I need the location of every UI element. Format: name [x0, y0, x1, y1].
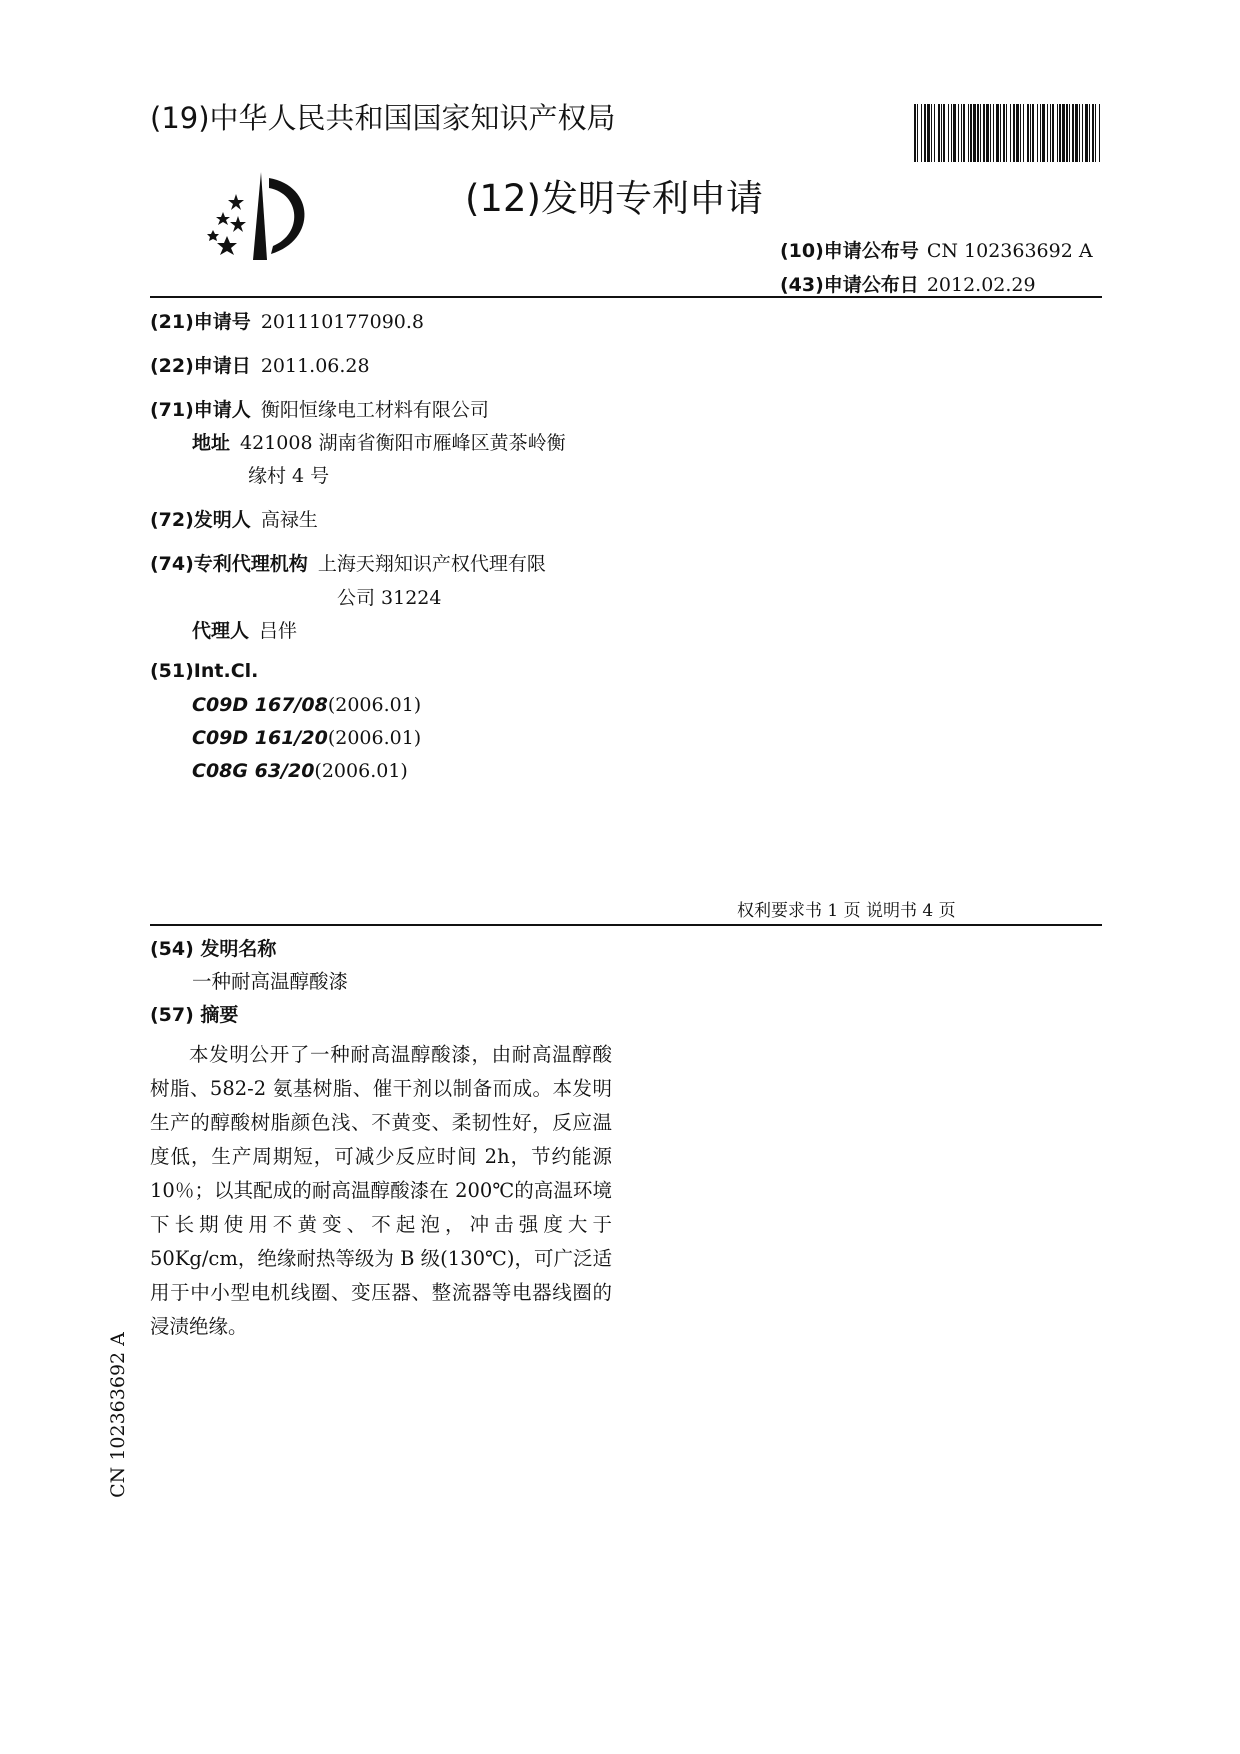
application-number-row — [150, 307, 424, 334]
publication-number-label: (10)申请公布号 — [780, 240, 919, 262]
agent-label: 代理人 — [192, 620, 250, 642]
agency-row — [150, 549, 546, 576]
abstract-text: 本发明公开了一种耐高温醇酸漆，由耐高温醇酸树脂、582-2 氨基树脂、催干剂以制备而成。本发明生产的醇酸树脂颜色浅、不黄变、柔韧性好，反应温度低，生产周期短，可减少反应时间 2h，节约能源 10％；以其配成的耐高温醇酸漆在 200℃的高温环境下长期使用不黄变、不起泡，冲击强度大于 50Kg/cm，绝缘耐热等级为 B 级(130℃)，可广泛适用于中小型电机线圈、变压器、整流器等电器线圈的浸渍绝缘。 — [150, 1043, 612, 1338]
agent-name: 吕伴 — [259, 620, 298, 642]
address-row — [192, 428, 566, 455]
ipc-entry — [192, 694, 421, 716]
publication-date-label: (43)申请公布日 — [780, 274, 919, 296]
ipc-code: C09D 167/08 — [192, 694, 328, 716]
address-label: 地址 — [192, 432, 231, 454]
address-line-2: 缘村 4 号 — [248, 465, 330, 487]
ipc-version: (2006.01) — [327, 694, 422, 716]
page-counts: 权利要求书 1 页 说明书 4 页 — [737, 901, 956, 921]
invention-title-label: (54) 发明名称 — [150, 938, 277, 960]
application-number: 201110177090.8 — [260, 311, 425, 333]
agency-line-2: 公司 31224 — [337, 587, 442, 609]
header-divider — [150, 296, 1102, 298]
ipc-version: (2006.01) — [327, 727, 422, 749]
abstract-label: (57) 摘要 — [150, 1004, 239, 1026]
abstract-divider — [150, 924, 1102, 926]
application-number-label: (21)申请号 — [150, 311, 251, 333]
application-date: 2011.06.28 — [260, 355, 370, 377]
agency-label: (74)专利代理机构 — [150, 553, 308, 575]
ipc-label-row — [150, 660, 258, 682]
office-name: (19)中华人民共和国国家知识产权局 — [150, 101, 616, 135]
inventor-label: (72)发明人 — [150, 509, 251, 531]
application-date-row — [150, 351, 370, 378]
invention-title-label-row — [150, 934, 276, 961]
inventor-name: 高禄生 — [260, 509, 318, 531]
ipc-label: (51)Int.Cl. — [150, 660, 259, 682]
applicant-label: (71)申请人 — [150, 399, 251, 421]
ipc-version: (2006.01) — [314, 760, 408, 782]
publication-date-row — [780, 270, 1036, 297]
address-line-1: 421008 湖南省衡阳市雁峰区黄茶岭衡 — [240, 432, 566, 454]
ipc-code: C09D 161/20 — [192, 727, 328, 749]
cnipa-emblem-logo — [203, 168, 321, 260]
invention-title: 一种耐高温醇酸漆 — [192, 970, 349, 993]
ipc-code: C08G 63/20 — [192, 760, 315, 782]
side-publication-number: CN 102363692 A — [107, 1332, 129, 1498]
application-date-label: (22)申请日 — [150, 355, 251, 377]
agency-line-1: 上海天翔知识产权代理有限 — [317, 553, 546, 575]
ipc-entry — [192, 760, 408, 782]
applicant-row — [150, 395, 489, 422]
inventor-row — [150, 505, 318, 532]
applicant-name: 衡阳恒缘电工材料有限公司 — [260, 399, 489, 421]
publication-type: (12)发明专利申请 — [465, 177, 763, 220]
publication-number-row — [780, 236, 1093, 263]
publication-date: 2012.02.29 — [926, 274, 1036, 296]
agent-row — [192, 616, 297, 643]
abstract-label-row — [150, 1000, 238, 1027]
barcode — [914, 104, 1101, 162]
ipc-entry — [192, 727, 421, 749]
publication-number: CN 102363692 A — [926, 240, 1093, 262]
